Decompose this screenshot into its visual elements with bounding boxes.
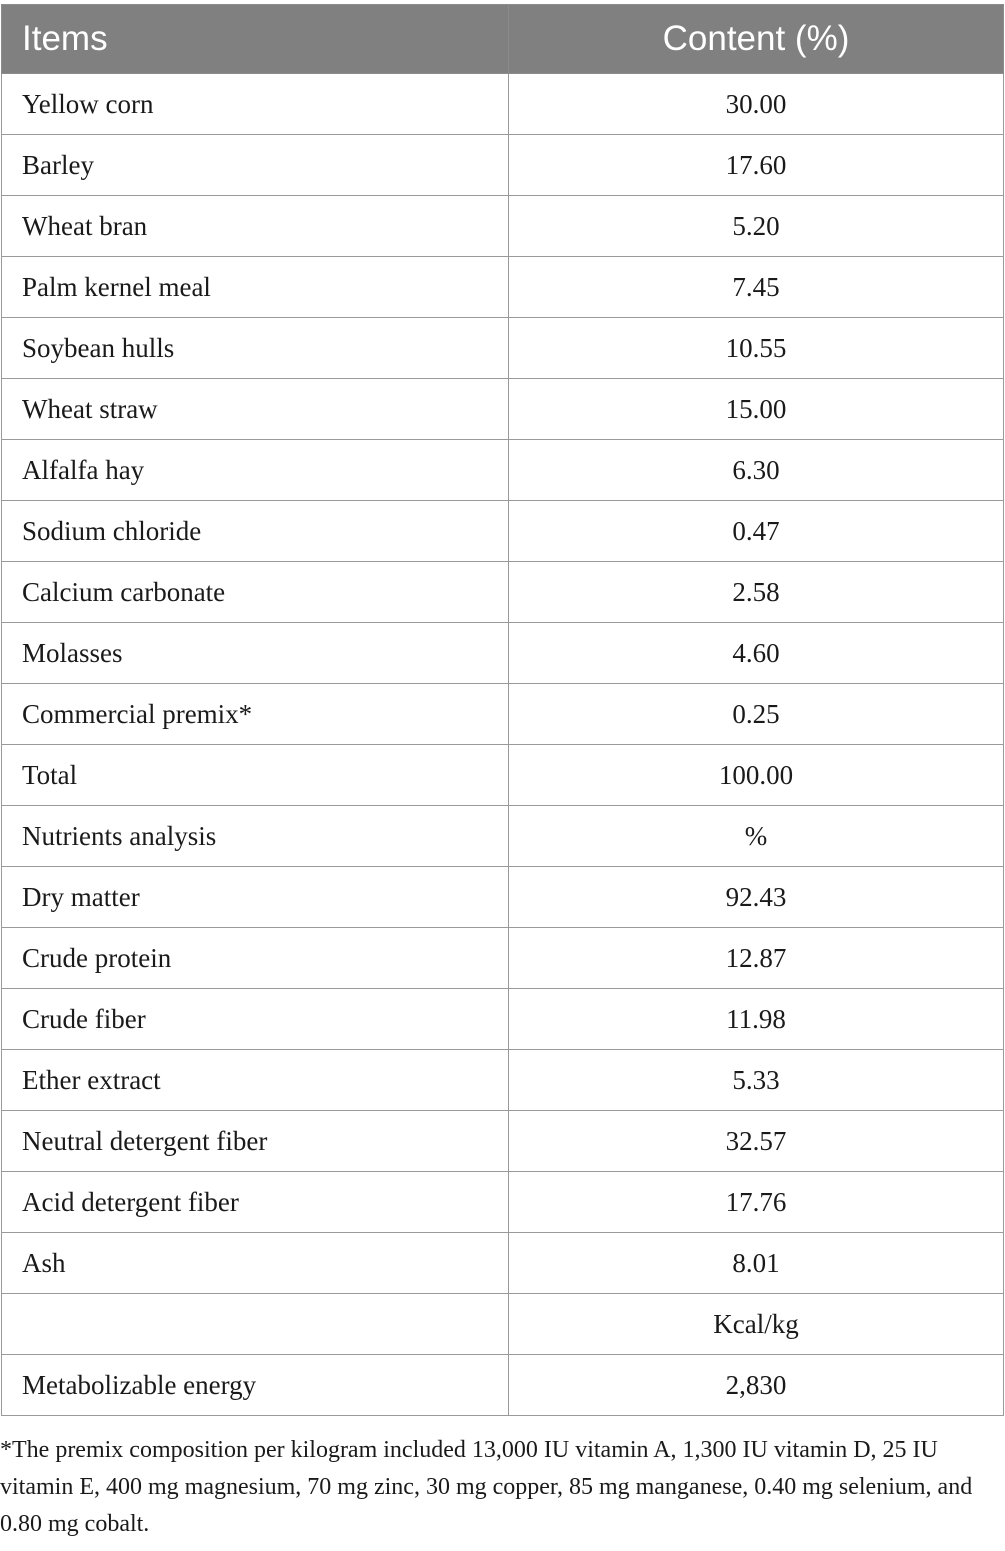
row-content-value: 12.87 (509, 928, 1004, 989)
row-item-label: Calcium carbonate (2, 562, 509, 623)
row-content-value: % (509, 806, 1004, 867)
row-item-label: Yellow corn (2, 74, 509, 135)
table-row (2, 806, 1004, 867)
table-footnote: *The premix composition per kilogram included 13,000 IU vitamin A, 1,300 IU vitamin D, 25 IU vitamin E, 400 mg magnesium, 70 mg zinc, 30 mg copper, 85 mg manganese, 0.40 mg selenium, and 0.80 mg cobalt. (0, 1437, 973, 1537)
row-item-label: Ash (2, 1233, 509, 1294)
table-row (2, 684, 1004, 745)
table-row (2, 1233, 1004, 1294)
row-item-label (2, 1294, 509, 1355)
table-row (2, 928, 1004, 989)
row-content-value: 10.55 (509, 318, 1004, 379)
row-item-label: Wheat straw (2, 379, 509, 440)
row-item-label: Soybean hulls (2, 318, 509, 379)
row-content-value: 7.45 (509, 257, 1004, 318)
diet-composition-table (1, 4, 1004, 1416)
row-item-label: Nutrients analysis (2, 806, 509, 867)
table-row (2, 867, 1004, 928)
row-item-label: Ether extract (2, 1050, 509, 1111)
header-items: Items (2, 5, 509, 74)
row-content-value: 0.25 (509, 684, 1004, 745)
row-item-label: Alfalfa hay (2, 440, 509, 501)
table-row (2, 440, 1004, 501)
row-content-value: 17.76 (509, 1172, 1004, 1233)
header-content: Content (%) (509, 5, 1004, 74)
table-row (2, 74, 1004, 135)
row-content-value: 8.01 (509, 1233, 1004, 1294)
table-row (2, 623, 1004, 684)
row-item-label: Commercial premix* (2, 684, 509, 745)
row-content-value: 100.00 (509, 745, 1004, 806)
row-content-value: 32.57 (509, 1111, 1004, 1172)
row-content-value: 2.58 (509, 562, 1004, 623)
table-body (2, 74, 1004, 1416)
table-row (2, 318, 1004, 379)
table-row (2, 989, 1004, 1050)
row-item-label: Crude protein (2, 928, 509, 989)
table-header (2, 5, 1004, 74)
row-content-value: 30.00 (509, 74, 1004, 135)
row-item-label: Sodium chloride (2, 501, 509, 562)
row-content-value: 2,830 (509, 1355, 1004, 1416)
table-row (2, 1050, 1004, 1111)
table-row (2, 257, 1004, 318)
table-row (2, 1355, 1004, 1416)
row-content-value: 5.20 (509, 196, 1004, 257)
row-content-value: 15.00 (509, 379, 1004, 440)
table-row (2, 562, 1004, 623)
table-row (2, 1172, 1004, 1233)
row-content-value: 11.98 (509, 989, 1004, 1050)
row-item-label: Acid detergent fiber (2, 1172, 509, 1233)
row-item-label: Molasses (2, 623, 509, 684)
row-content-value: 6.30 (509, 440, 1004, 501)
table-row (2, 196, 1004, 257)
row-item-label: Crude fiber (2, 989, 509, 1050)
table-row (2, 379, 1004, 440)
table-row (2, 1294, 1004, 1355)
table-row (2, 745, 1004, 806)
row-content-value: 92.43 (509, 867, 1004, 928)
row-item-label: Metabolizable energy (2, 1355, 509, 1416)
row-item-label: Neutral detergent fiber (2, 1111, 509, 1172)
row-item-label: Total (2, 745, 509, 806)
row-content-value: Kcal/kg (509, 1294, 1004, 1355)
table-row (2, 501, 1004, 562)
row-item-label: Wheat bran (2, 196, 509, 257)
row-content-value: 17.60 (509, 135, 1004, 196)
row-content-value: 4.60 (509, 623, 1004, 684)
row-content-value: 0.47 (509, 501, 1004, 562)
header-row (2, 5, 1004, 74)
table-row (2, 135, 1004, 196)
row-content-value: 5.33 (509, 1050, 1004, 1111)
table-row (2, 1111, 1004, 1172)
row-item-label: Barley (2, 135, 509, 196)
row-item-label: Palm kernel meal (2, 257, 509, 318)
row-item-label: Dry matter (2, 867, 509, 928)
